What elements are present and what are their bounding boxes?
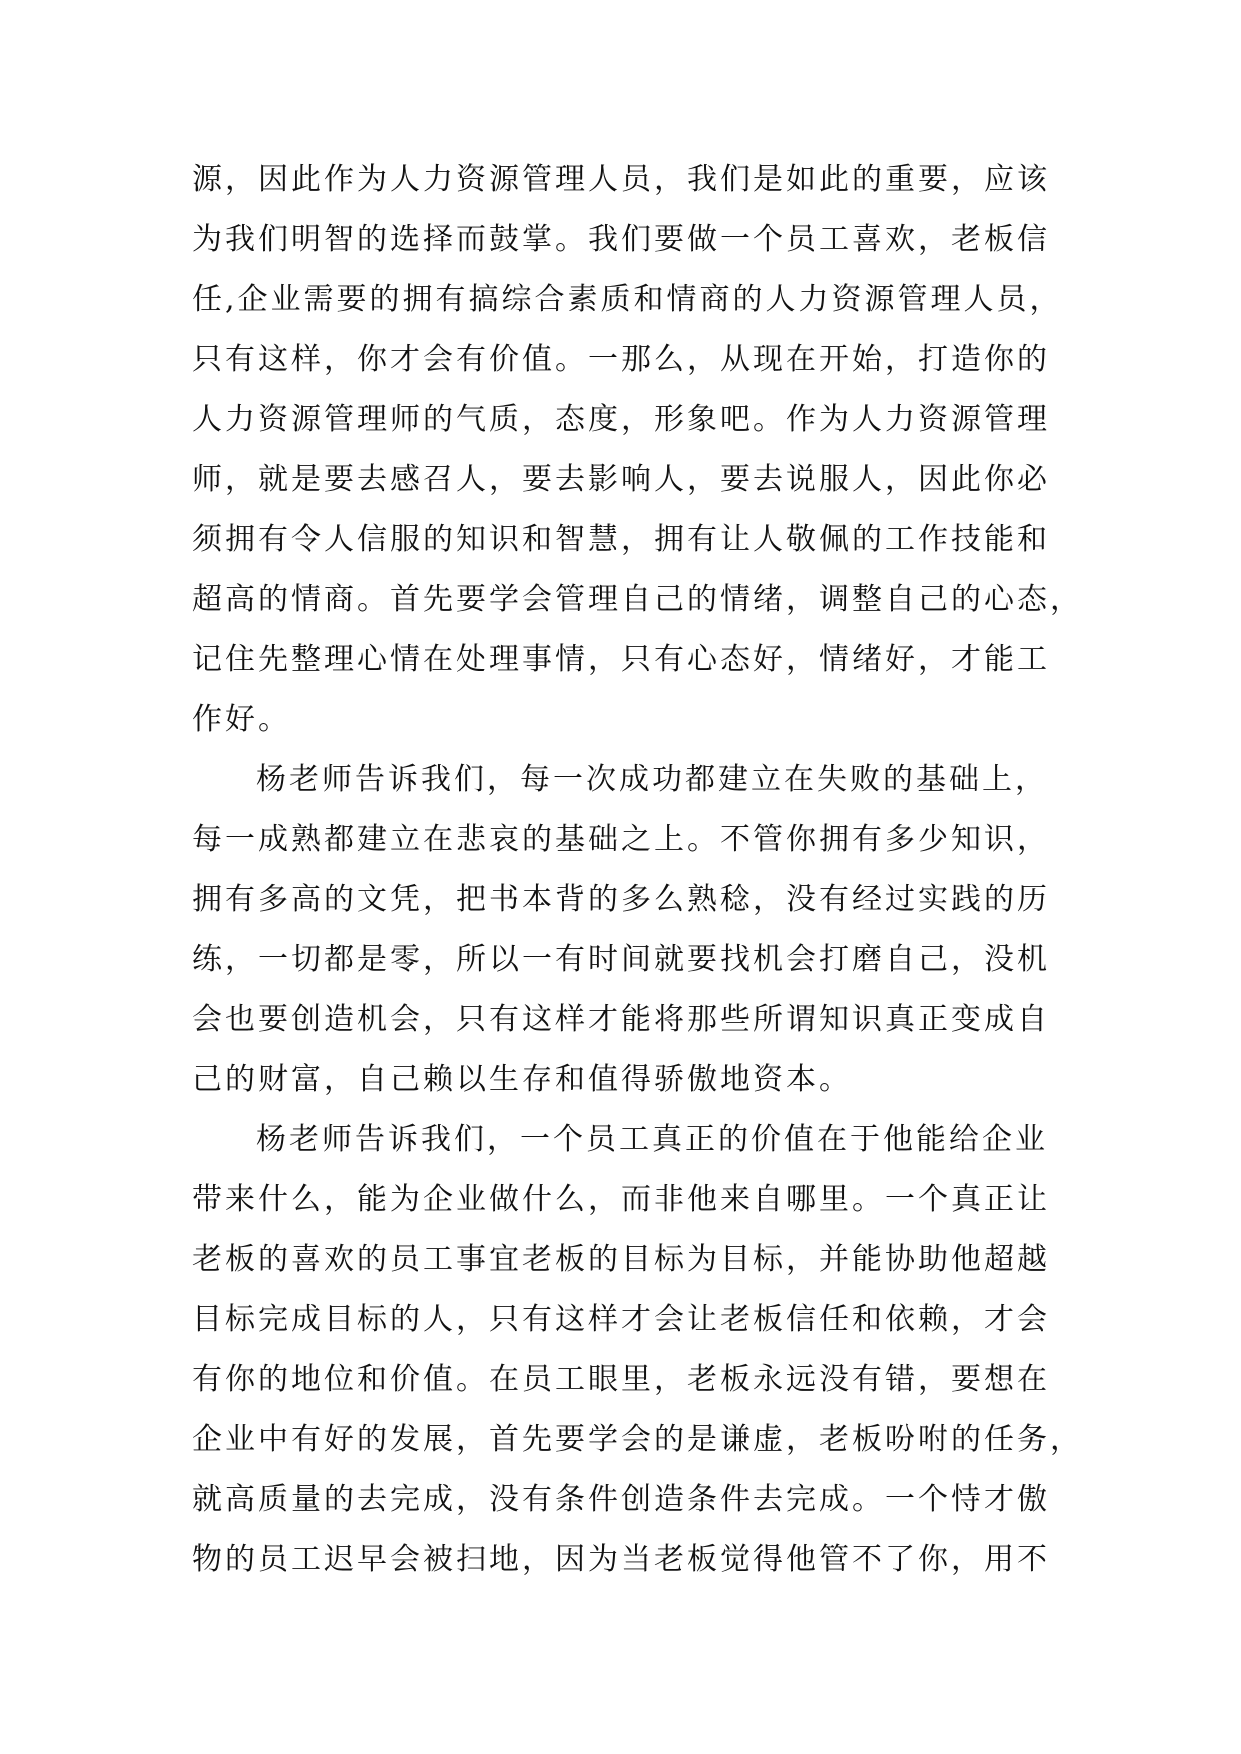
paragraph-2 (192, 750, 1092, 1110)
text-line: 源，因此作为人力资源管理人员，我们是如此的重要，应该 (192, 162, 1050, 197)
paragraph-3 (192, 1110, 1092, 1590)
text-line: 物的员工迟早会被扫地，因为当老板觉得他管不了你，用不 (192, 1542, 1050, 1577)
text-line: 带来什么，能为企业做什么，而非他来自哪里。一个真正让 (192, 1182, 1050, 1217)
text-line: 老板的喜欢的员工事宜老板的目标为目标，并能协助他超越 (192, 1242, 1050, 1277)
text-line: 记住先整理心情在处理事情，只有心态好，情绪好，才能工 (192, 642, 1050, 677)
text-line: 每一成熟都建立在悲哀的基础之上。不管你拥有多少知识， (192, 822, 1050, 857)
text-line: 会也要创造机会，只有这样才能将那些所谓知识真正变成自 (192, 1002, 1050, 1037)
text-line: 拥有多高的文凭，把书本背的多么熟稔，没有经过实践的历 (192, 882, 1050, 917)
text-line: 就高质量的去完成，没有条件创造条件去完成。一个恃才傲 (192, 1482, 1050, 1517)
text-line: 须拥有令人信服的知识和智慧，拥有让人敬佩的工作技能和 (192, 522, 1050, 557)
text-line-indented: 杨老师告诉我们，一个员工真正的价值在于他能给企业 (256, 1122, 1048, 1157)
document-page (192, 150, 1092, 1590)
text-line: 作好。 (192, 702, 291, 737)
text-line: 己的财富，自己赖以生存和值得骄傲地资本。 (192, 1062, 852, 1097)
text-line: 目标完成目标的人，只有这样才会让老板信任和依赖，才会 (192, 1302, 1050, 1337)
text-line-indented: 杨老师告诉我们，每一次成功都建立在失败的基础上， (256, 762, 1048, 797)
text-line: 练，一切都是零，所以一有时间就要找机会打磨自己，没机 (192, 942, 1050, 977)
text-line: 只有这样，你才会有价值。一那么，从现在开始，打造你的 (192, 342, 1050, 377)
text-line: 师，就是要去感召人，要去影响人，要去说服人，因此你必 (192, 462, 1050, 497)
text-line: 有你的地位和价值。在员工眼里，老板永远没有错，要想在 (192, 1362, 1050, 1397)
text-line: 人力资源管理师的气质，态度，形象吧。作为人力资源管理 (192, 402, 1050, 437)
paragraph-1 (192, 150, 1092, 750)
text-line: 任,企业需要的拥有搞综合素质和情商的人力资源管理人员， (192, 282, 1063, 317)
text-line: 为我们明智的选择而鼓掌。我们要做一个员工喜欢，老板信 (192, 222, 1050, 257)
text-line: 企业中有好的发展，首先要学会的是谦虚，老板吩咐的任务， (192, 1422, 1083, 1457)
text-line: 超高的情商。首先要学会管理自己的情绪，调整自己的心态， (192, 582, 1083, 617)
